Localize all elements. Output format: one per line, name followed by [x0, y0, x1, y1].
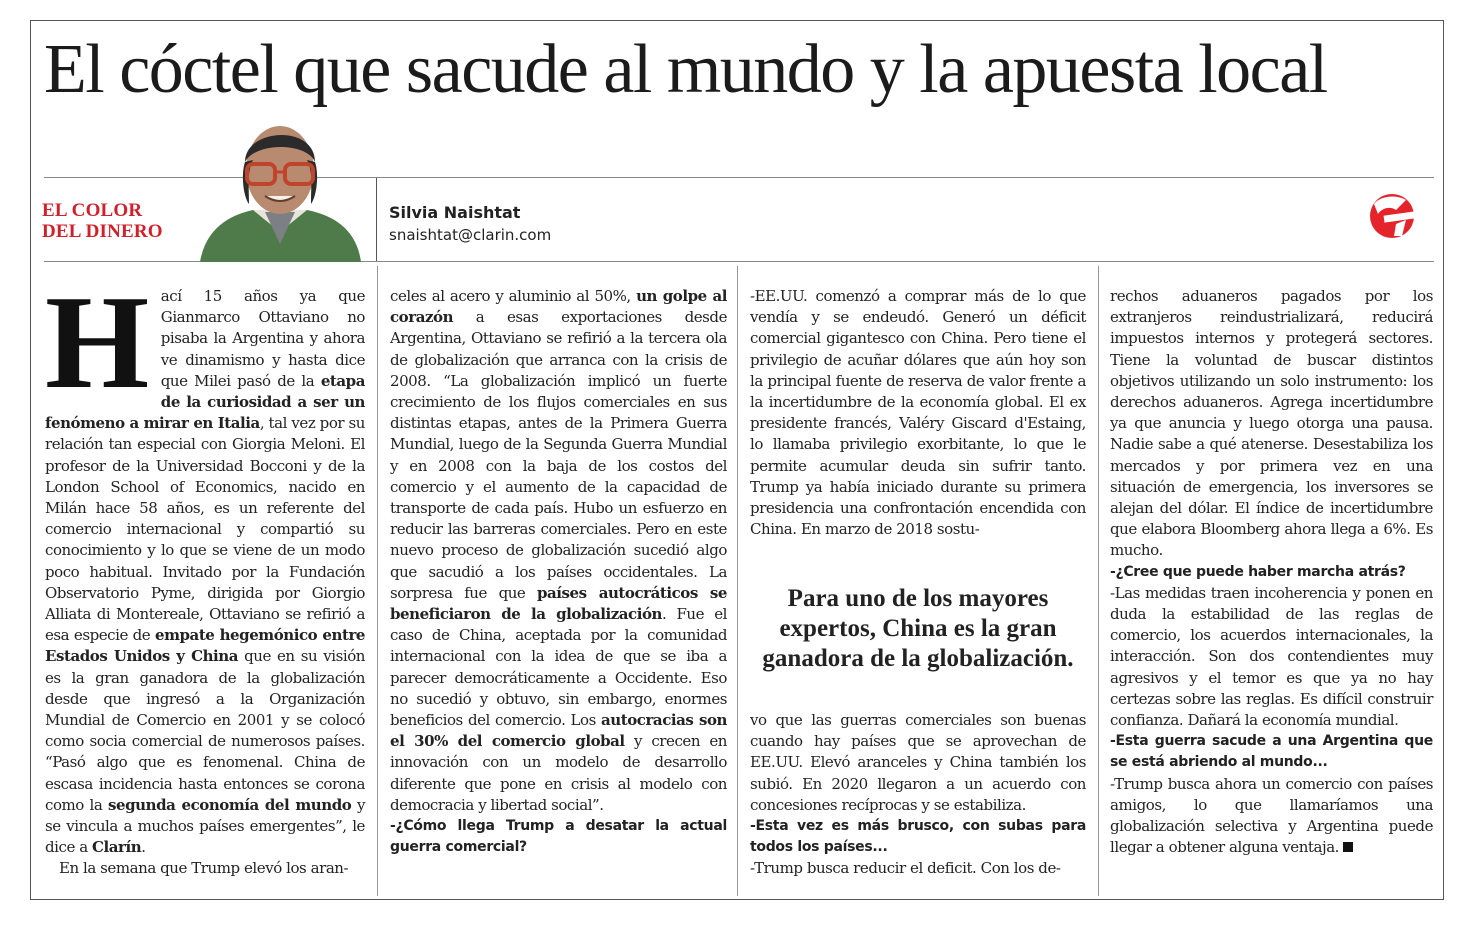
bold-run: autocracias son el 30% del comercio global [390, 711, 727, 751]
author-name: Silvia Naishtat [389, 203, 521, 222]
article-column-4 [1110, 286, 1433, 858]
paragraph: -Trump busca reducir el deficit. Con los de- [750, 859, 1061, 878]
pull-quote: Para uno de los mayores expertos, China es la gran ganadora de la globalización. [762, 585, 1074, 672]
bold-run: un golpe al corazón [390, 287, 727, 327]
column-separator-1 [377, 266, 378, 896]
text-run: a esas exportaciones desde Argentina, Ottaviano se refirió a la tercera ola de globalización que arranca con la crisis de 2008. “La globalización implicó un fuerte crecimiento de los flujos comerciales en sus distintas etapas, antes de la Primera Guerra Mundial, luego de la Segunda Guerra Mundial y en 2008 con la baja de los costos del comercio y el aumento de la capacidad de transporte de cada país. Hubo un esfuerzo en reducir las barreras comerciales. Pero en este nuevo proceso de globalización sucedió algo que sacudió a los países occidentales. La sorpresa fue que [390, 308, 727, 602]
column-separator-3 [1098, 266, 1099, 896]
article-column-3-continued [750, 710, 1086, 880]
article-column-1 [45, 268, 366, 880]
paragraph: En la semana que Trump elevó los aran- [59, 859, 349, 878]
bold-run: Clarín [92, 838, 142, 857]
text-run: y crecen en innovación con un modelo de desarrollo diferente que pone en crisis al modelo con democracia y libertad social”. [390, 732, 727, 814]
end-mark-icon [1343, 842, 1353, 852]
text-run: y se vincula a muchos países emergentes”, le dice a [45, 795, 365, 857]
section-label [42, 200, 182, 242]
interview-question: -¿Cree que puede haber marcha atrás? [1110, 563, 1406, 580]
byline-separator [376, 178, 377, 261]
article-column-3 [750, 286, 1086, 540]
paragraph: -Las medidas traen incoherencia y ponen en duda la estabilidad de las reglas de comercio, los acuerdos internacionales, la interacción. Son dos contendientes muy agresivos y el temor es que ya no hay certezas sobre las reglas. Es difícil construir confianza. Dañará la economía mundial. [1110, 583, 1433, 730]
interview-question: -Esta vez es más brusco, con subas para todos los países... [750, 818, 1086, 856]
text-run: -Trump busca ahora un comercio con países amigos, lo que llamaríamos una globalización selectiva y Argentina puede llegar a obtener alguna ventaja. [1110, 774, 1433, 857]
drop-cap: H [45, 268, 149, 416]
paragraph [1110, 774, 1433, 859]
paragraph: vo que las guerras comerciales son buenas cuando hay países que se aprovechan de EE.UU. Elevó aranceles y China también los subió. En 2020 llegaron a un acuerdo con concesiones recíprocas y se estabiliza. [750, 711, 1086, 814]
text-run: que en su visión es la gran ganadora de la globalización desde que ingresó a la Organización Mundial de Comercio en 2001 y se colocó como socia comercial de numerosos países. “Pasó algo que es fenomenal. China de escasa incidencia hasta entonces se corona como la [45, 647, 365, 814]
interview-question: -¿Cómo llega Trump a desatar la actual guerra comercial? [390, 818, 727, 856]
paragraph: -EE.UU. comenzó a comprar más de lo que vendía y se endeudó. Generó un déficit comercial gigantesco con China. Pero tiene el privilegio de acuñar dólares que aún hoy son la principal fuente de reserva de valor frente a la incertidumbre de la economía global. El ex presidente francés, Valéry Giscard d'Estaing, lo llamaba privilegio exorbitante, lo que le permite acumular deuda sin sufrir tanto. Trump ya había iniciado durante su primera presidencia una confrontación encendida con China. En marzo de 2018 sostu- [750, 287, 1086, 539]
article-column-2 [390, 286, 727, 858]
bold-run: segunda economía del mundo [108, 795, 352, 814]
paragraph [45, 268, 366, 858]
interview-question: -Esta guerra sacude a una Argentina que se está abriendo al mundo... [1110, 733, 1433, 771]
author-email[interactable]: snaishtat@clarin.com [389, 226, 552, 244]
paragraph [390, 286, 727, 816]
text-run: . [141, 838, 146, 857]
text-run: celes al acero y aluminio al 50%, [390, 287, 637, 305]
text-run: . Fue el caso de China, aceptada por la comunidad internacional con la idea de que se iba a parecer democráticamente a Occidente. Eso no sucedió y obtuvo, sin embargo, enormes beneficios del comercio. Los [390, 605, 727, 730]
column-separator-2 [737, 266, 738, 896]
text-run: , tal vez por su relación tan especial con Giorgia Meloni. El profesor de la Universidad Bocconi y de la London School of Economics, nacido en Milán hace 58 años, es un referente del comercio internacional y compartió su conocimiento y lo que se viene de un modo poco habitual. Invitado por la Fundación Observatorio Pyme, dirigida por Giorgio Alliata di Montereale, Ottaviano se refirió a esa especie de [45, 414, 366, 645]
author-portrait [195, 112, 365, 262]
section-label-line1: EL COLOR [42, 200, 143, 221]
text-run: ací 15 años ya que Gianmarco Ottaviano no pisaba la Argentina y ahora ve dinamismo y hasta dice que Milei pasó de la [160, 287, 365, 390]
headline: El cóctel que sacude al mundo y la apuesta local [44, 31, 1327, 108]
bold-run: empate hegemónico entre Estados Unidos y China [45, 626, 365, 666]
paragraph: rechos aduaneros pagados por los extranjeros reindustrializará, reducirá impuestos internos y protegerá sectores. Tiene la voluntad de buscar distintos objetivos utilizando un solo instrumento: los derechos aduaneros. Agrega incertidumbre ya que anuncia y luego otorga una pausa. Nadie sabe a qué atenerse. Desestabiliza los mercados y por primera vez en una situación de emergencia, los inversores se alejan del dólar. El índice de incertidumbre que elabora Bloomberg ahora llega a 6%. Es mucho. [1110, 287, 1433, 560]
clarin-logo-icon [1366, 190, 1420, 240]
bold-run: etapa de la curiosidad a ser un fenómeno a mirar en Italia [45, 371, 365, 433]
bold-run: países autocráticos se beneficiaron de la globalización [390, 583, 727, 624]
section-label-line2: DEL DINERO [42, 221, 163, 242]
